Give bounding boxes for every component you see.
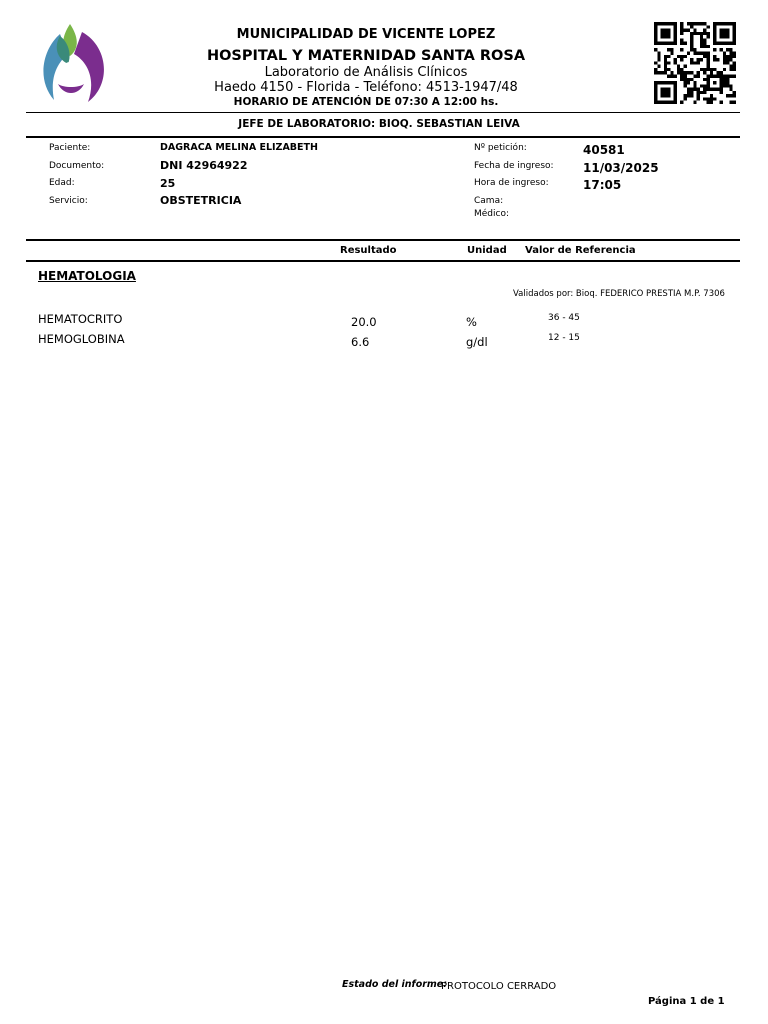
hours-line: HORARIO DE ATENCIÓN DE 07:30 A 12:00 hs. — [233, 96, 499, 108]
test-reference: 12 - 15 — [548, 333, 580, 343]
test-unit: % — [466, 315, 477, 329]
patient-label: Paciente: — [49, 143, 91, 153]
report-status-value: PROTOCOLO CERRADO — [441, 981, 557, 992]
bed-label: Cama: — [474, 196, 504, 206]
validated-by: Validados por: Bioq. FEDERICO PRESTIA M.P. 7306 — [513, 289, 725, 299]
lab-chief: JEFE DE LABORATORIO: BIOQ. SEBASTIAN LEIVA — [238, 118, 520, 130]
request-number-label: Nº petición: — [474, 143, 527, 153]
page-number: Página 1 de 1 — [648, 996, 725, 1007]
table-top-divider — [26, 239, 740, 241]
chief-divider — [26, 136, 740, 138]
test-reference: 36 - 45 — [548, 313, 580, 323]
admission-date: 11/03/2025 — [583, 161, 659, 175]
lab-subtitle: Laboratorio de Análisis Clínicos — [264, 65, 468, 80]
qr-code-icon — [652, 22, 738, 104]
admission-date-label: Fecha de ingreso: — [474, 161, 554, 171]
patient-service: OBSTETRICIA — [160, 194, 242, 207]
header-divider — [26, 112, 740, 113]
test-name: HEMATOCRITO — [38, 312, 123, 326]
request-number: 40581 — [583, 143, 625, 157]
municipality-title: MUNICIPALIDAD DE VICENTE LOPEZ — [236, 27, 496, 42]
column-result: Resultado — [340, 245, 397, 256]
service-label: Servicio: — [49, 196, 88, 206]
age-label: Edad: — [49, 178, 75, 188]
report-status-label: Estado del informe: — [342, 979, 448, 990]
address-line: Haedo 4150 - Florida - Teléfono: 4513-1947/48 — [214, 80, 518, 95]
section-title: HEMATOLOGIA — [38, 269, 136, 283]
admission-time-label: Hora de ingreso: — [474, 178, 549, 188]
test-result: 6.6 — [351, 335, 370, 349]
test-name: HEMOGLOBINA — [38, 332, 125, 346]
test-unit: g/dl — [466, 335, 488, 349]
doctor-label: Médico: — [474, 209, 510, 219]
table-header-divider — [26, 260, 740, 262]
column-unit: Unidad — [467, 245, 507, 256]
test-result: 20.0 — [351, 315, 377, 329]
hospital-logo-icon — [38, 24, 108, 104]
document-label: Documento: — [49, 161, 105, 171]
patient-age: 25 — [160, 177, 176, 190]
patient-document: DNI 42964922 — [160, 159, 248, 172]
hospital-title: HOSPITAL Y MATERNIDAD SANTA ROSA — [206, 48, 526, 64]
column-reference: Valor de Referencia — [525, 245, 636, 256]
patient-name: DAGRACA MELINA ELIZABETH — [160, 142, 318, 153]
admission-time: 17:05 — [583, 178, 622, 192]
